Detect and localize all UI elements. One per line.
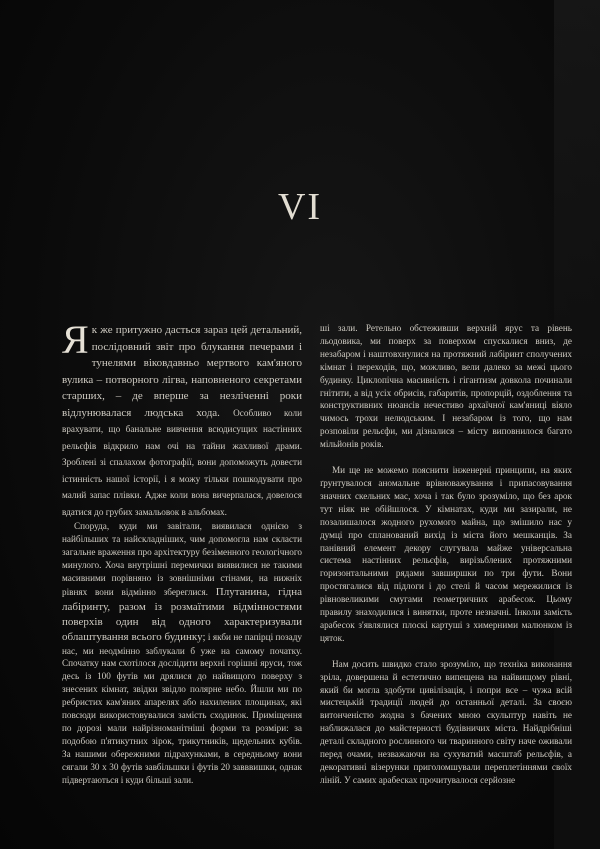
paragraph-text: Особливо коли врахувати, що банальне вивчення всюдисущих настінних рельєфів відкрило нам очі на тайни жахливої драми. Зроблені зі спалахом фотографії, вони допоможуть довести істинність нашої історії, і я можу тільки пошкодувати про малий запас плівки. Адже коли вона вичерпалася, довелося вдатися до грубих замальовок в альбомах. bbox=[62, 407, 302, 517]
paragraph: Ми ще не можемо пояснити інженерні принципи, на яких ґрунтувалося аномальне врівноважування і припасовування значних скельних мас, хоча і так було зрозуміло, що без арок тут ніяк не обійшлося. У кімнатах, куди ми зазирали, не позалишалося жодного рухомого майна, що змішило нас у думці про спланований вихід із міста його мешканців. За панівний елемент декору слугувала майже універсальна система настінних рельєфів, вирізьблених протяжними горизонтальними рядами завширшки по три фути. Вони простягалися від підлоги і до стелі й часом мережилися із рівновеликими смугами геометричних арабесок. Цьому правилу знаходилися і винятки, проте незначні. Інколи замість арабесок з'являлися плоскі картуші з химерними малюнком із цяток. bbox=[320, 465, 572, 643]
lead-text: к же притужно дасться зараз цей детальний, послідовний звіт про блукання печерами і тунелями віковдавньо мертвого кам'яного вулика – потворного лігва, наповненого секретами старших, – де вперше за незліченні роки відлунювалася людська хода. bbox=[62, 324, 302, 419]
paragraph-text: і якби не папірці позаду нас, ми неодмінно заблукали б уже на самому початку. Спочатку нам схотілося дослідити верхні горішні яруси, тож десь із 100 футів ми дрялися до найвищого поверху з знесених кімнат, звідки звідло полярне небо. Йшли ми по ребристих кам'яних апарелях або нахилених площинах, які повсюди використовувалися замість сходинок. Приміщення по дорозі мали найрізноманітніші форми та розміри: за подобою п'ятикутних зірок, трикутників, щедельних кубів. За нашими обережними підрахунками, в середньому вони сягали 30 х 30 футів завбільшки і футів 20 завввишки, однак підвертаються і куди більші зали. bbox=[62, 631, 303, 785]
opening-paragraph bbox=[62, 317, 302, 520]
drop-cap: Я bbox=[62, 317, 89, 362]
emphasis-text: Плутанина, гідна лабіринту, разом із розмаїтими відмінностями поверхів один від одного характеризували облаштування всього будинку; bbox=[62, 585, 303, 643]
chapter-number: VI bbox=[277, 186, 323, 228]
text-column-left bbox=[62, 317, 303, 787]
text-column-right bbox=[320, 322, 572, 787]
paragraph-continued: ші зали. Ретельно обстеживши верхній ярус та рівень льодовика, ми поверх за поверхом спускалися вниз, де незабаром і наштовхнулися на протяжний лабіринт сполучених кімнат і переходів, що, можливо, вели далеко за межі цього будинку. Циклопічна масивність і гігантизм довкола починали гнітити, а від усіх обрисів, габаритів, пропорцій, оздоблення та конструктивних нюансів нечестиво архаїчної кам'яниці віяло чимось трохи нелюдським. І незабаром із того, що нам розповіли рельєфи, ми дізналися – місту виповнилося багато мільйонів років. bbox=[320, 323, 572, 450]
paragraph bbox=[62, 520, 302, 787]
paragraph-text: Споруда, куди ми завітали, виявилася однією з найбільших та найскладніших, чим допомогла нам скласти загальне враження про архітектуру безіменного геологічного минулого. Хоча внутрішні перемички виявилися не такими масивними порівняно із зовнішніми стінами, на нижніх рівнях вони відмінно збереглися. bbox=[62, 521, 302, 597]
paragraph: Нам досить швидко стало зрозуміло, що техніка виконання зрілa, довершена й естетично випещена на найвищому рівні, який би могла здобути цивілізація, і попри все – чужа всій мистецькій традиції людей до останньої деталі. За своєю витонченістю жодна з бачених мною скульптур навіть не наближалася до майстерності будівничих міста. Найдрібніші деталі складного рослинного чи тваринного світу наче оживали перед очами, незважаючи на сухуватий масштаб рельєфів, а декоративні візерунки приголомшували переплетіннями своїх ліній. У самих арабесках прочитувалося серйозне bbox=[320, 658, 572, 785]
